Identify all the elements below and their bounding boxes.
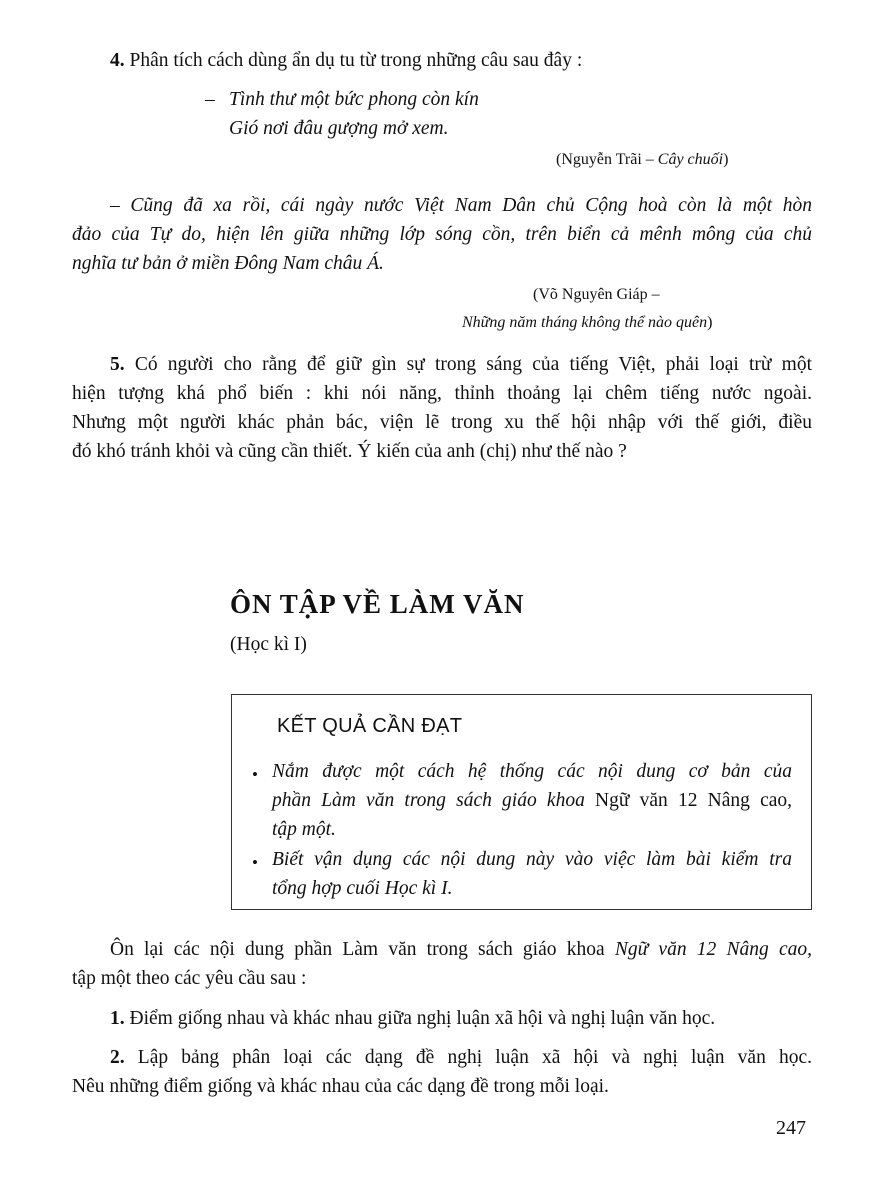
item-number: 1. xyxy=(110,1008,125,1029)
item-1 xyxy=(110,1004,715,1033)
objective-1-line-2 xyxy=(272,786,792,815)
citation-1 xyxy=(556,151,728,169)
prose-line-2: đảo của Tự do, hiện lên giữa những lớp sóng cồn, trên biển cả mênh mông của chủ xyxy=(72,224,812,245)
item-number: 2. xyxy=(110,1047,125,1068)
poem-dash xyxy=(205,85,215,114)
objective-text-normal: Ngữ văn 12 Nâng cao xyxy=(595,790,788,811)
item-2-line-1 xyxy=(110,1043,812,1072)
poem-line-2: Gió nơi đâu gượng mở xem. xyxy=(229,118,449,139)
question-5-line-2: hiện tượng khá phổ biến : khi nói năng, thỉnh thoảng lại chêm tiếng nước ngoài. xyxy=(72,383,812,404)
question-5-line-3: Nhưng một người khác phản bác, viện lẽ trong xu thế hội nhập với thế giới, điều xyxy=(72,412,812,433)
objective-2-line-2: tổng hợp cuối Học kì I. xyxy=(272,878,453,899)
dash: – xyxy=(205,89,215,110)
citation-author: (Nguyễn Trãi – xyxy=(556,151,658,168)
box-title: KẾT QUẢ CẦN ĐẠT xyxy=(277,715,463,737)
objectives-box xyxy=(231,694,812,910)
item-text: Lập bảng phân loại các dạng đề nghị luận xã hội và nghị luận văn học. xyxy=(137,1047,812,1068)
prose-line-1: – Cũng đã xa rồi, cái ngày nước Việt Nam Dân chủ Cộng hoà còn là một hòn xyxy=(110,195,812,216)
objective-2-line-1: Biết vận dụng các nội dung này vào việc làm bài kiểm tra xyxy=(272,849,792,870)
poem-line-1: Tình thư một bức phong còn kín xyxy=(229,89,479,110)
citation-2-work xyxy=(462,314,712,332)
intro-text: Ôn lại các nội dung phần Làm văn trong sách giáo khoa xyxy=(110,939,615,960)
question-text: Phân tích cách dùng ẩn dụ tu từ trong những câu sau đây : xyxy=(129,50,583,71)
section-title: ÔN TẬP VỀ LÀM VĂN xyxy=(230,589,525,619)
objective-text-end: , xyxy=(787,790,792,811)
question-text: Có người cho rằng để giữ gìn sự trong sáng của tiếng Việt, phải loại trừ một xyxy=(134,354,813,375)
question-5-line-1 xyxy=(110,350,812,379)
item-text: Điểm giống nhau và khác nhau giữa nghị luận xã hội và nghị luận văn học. xyxy=(129,1008,716,1029)
prose-line-3: nghĩa tư bản ở miền Đông Nam châu Á. xyxy=(72,253,384,274)
question-number: 4. xyxy=(110,50,125,71)
question-number: 5. xyxy=(110,354,125,375)
citation-work: Những năm tháng không thể nào quên xyxy=(462,314,708,331)
citation-2-author: (Võ Nguyên Giáp – xyxy=(533,286,660,303)
citation-close: ) xyxy=(723,151,729,168)
citation-close: ) xyxy=(707,314,713,331)
question-4 xyxy=(110,46,582,75)
bullet-icon: • xyxy=(252,765,258,784)
question-5-line-4: đó khó tránh khỏi và cũng cần thiết. Ý kiến của anh (chị) như thế nào ? xyxy=(72,441,627,462)
objective-1-line-3: tập một. xyxy=(272,819,336,840)
page-number: 247 xyxy=(776,1117,806,1139)
citation-work: Cây chuối xyxy=(657,151,724,168)
objective-text-italic: phần Làm văn trong sách giáo khoa xyxy=(272,790,596,811)
item-2-line-2: Nêu những điểm giống và khác nhau của các dạng đề trong mỗi loại. xyxy=(72,1076,609,1097)
intro-line-1 xyxy=(110,935,812,964)
objective-1-line-1: Nắm được một cách hệ thống các nội dung cơ bản của xyxy=(272,761,792,782)
book-title: Ngữ văn 12 Nâng cao, xyxy=(614,939,812,960)
section-subtitle: (Học kì I) xyxy=(230,634,307,655)
bullet-icon: • xyxy=(252,853,258,872)
intro-line-2: tập một theo các yêu cầu sau : xyxy=(72,968,307,989)
